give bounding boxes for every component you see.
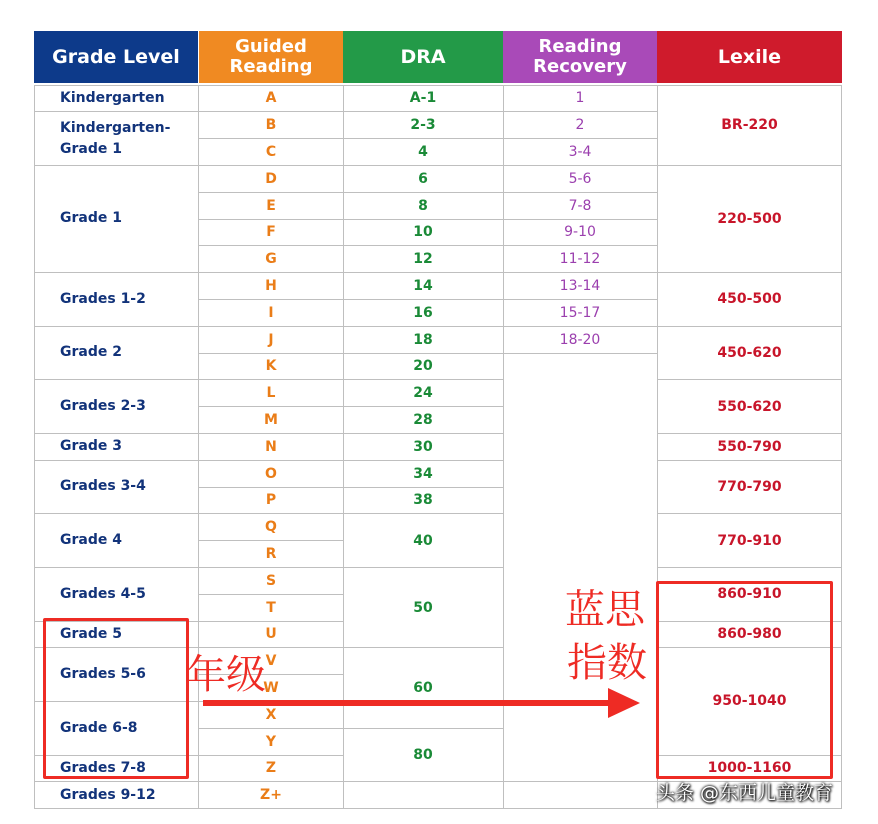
lexile-annotation-line2: 指数 — [567, 640, 647, 686]
dra-cell: 14 — [413, 277, 433, 294]
guided-reading-cell: L — [266, 385, 276, 402]
reading-recovery-cell: 18-20 — [559, 331, 601, 348]
dra-cell: 50 — [413, 599, 433, 616]
grade-level-cell: Grade 1 — [60, 210, 122, 227]
reading-recovery-cell: 2 — [575, 117, 585, 134]
lexile-cell: 550-790 — [717, 438, 782, 455]
dra-cell: 34 — [413, 465, 433, 482]
lexile-cell: 1000-1160 — [707, 760, 792, 777]
dra-cell: 2-3 — [410, 117, 436, 134]
guided-reading-cell: V — [265, 653, 277, 670]
guided-reading-cell: H — [265, 277, 277, 294]
reading-recovery-cell: 9-10 — [564, 224, 596, 241]
grade-level-cell: Grade 4 — [60, 532, 122, 549]
dra-cell: 20 — [413, 358, 433, 375]
guided-reading-cell: C — [265, 143, 277, 160]
grade-level-cell: Grades 7-8 — [60, 759, 146, 776]
reading-recovery-cell: 11-12 — [559, 251, 601, 268]
lexile-cell: 860-910 — [717, 586, 782, 603]
grade-level-cell: Grade 2 — [60, 344, 122, 361]
guided-reading-cell: P — [265, 492, 277, 509]
grade-level-cell: Grades 9-12 — [60, 786, 156, 803]
header-lexile: Lexile — [657, 31, 842, 83]
header-dra: DRA — [343, 31, 503, 83]
lexile-cell: BR-220 — [721, 117, 778, 134]
grade-level-cell: Grade 5 — [60, 625, 122, 642]
lexile-cell: 860-980 — [717, 626, 782, 643]
grade-annotation: 年级 — [186, 652, 266, 698]
dra-cell: 40 — [413, 532, 433, 549]
lexile-cell: 770-790 — [717, 478, 782, 495]
guided-reading-cell: A — [265, 90, 277, 107]
reading-recovery-cell: 5-6 — [568, 170, 592, 187]
grade-level-cell: Grade 3 — [60, 438, 122, 455]
grade-level-cell: Grades 2-3 — [60, 398, 146, 415]
dra-cell: 80 — [413, 746, 433, 763]
guided-reading-cell: Z+ — [260, 787, 282, 804]
guided-reading-cell: X — [265, 706, 277, 723]
grade-level-cell: Grades 4-5 — [60, 585, 146, 602]
reading-recovery-cell: 15-17 — [559, 304, 601, 321]
reading-recovery-cell: 3-4 — [568, 143, 592, 160]
guided-reading-cell: F — [266, 224, 276, 241]
dra-cell: 18 — [413, 331, 433, 348]
dra-cell: 8 — [418, 197, 428, 214]
dra-cell: 30 — [413, 438, 433, 455]
dra-cell: 6 — [418, 170, 428, 187]
lexile-cell: 450-620 — [717, 344, 782, 361]
guided-reading-cell: G — [265, 251, 277, 268]
grade-level-cell: Kindergarten — [60, 89, 165, 106]
grade-level-cell: Kindergarten- Grade 1 — [60, 119, 171, 157]
lexile-cell: 550-620 — [717, 398, 782, 415]
dra-cell: A-1 — [409, 90, 437, 107]
guided-reading-cell: M — [264, 411, 278, 428]
dra-cell: 10 — [413, 224, 433, 241]
header-grade-level: Grade Level — [34, 31, 198, 83]
dra-cell: 16 — [413, 304, 433, 321]
dra-cell: 28 — [413, 411, 433, 428]
lexile-cell: 770-910 — [717, 532, 782, 549]
dra-cell: 38 — [413, 492, 433, 509]
guided-reading-cell: U — [265, 626, 277, 643]
guided-reading-cell: Z — [265, 760, 277, 777]
lexile-cell: 450-500 — [717, 291, 782, 308]
guided-reading-cell: W — [263, 679, 279, 696]
guided-reading-cell: I — [268, 304, 274, 321]
reading-recovery-cell: 13-14 — [559, 277, 601, 294]
header-guided-reading: Guided Reading — [199, 31, 343, 83]
guided-reading-cell: K — [265, 358, 277, 375]
dra-cell: 4 — [418, 143, 428, 160]
guided-reading-cell: Y — [265, 733, 277, 750]
guided-reading-cell: J — [268, 331, 274, 348]
guided-reading-cell: Q — [265, 519, 277, 536]
header-reading-recovery: Reading Recovery — [503, 31, 657, 83]
grade-level-cell: Grades 1-2 — [60, 290, 146, 307]
guided-reading-cell: E — [266, 197, 276, 214]
guided-reading-cell: O — [265, 465, 277, 482]
guided-reading-cell: N — [265, 438, 277, 455]
lexile-cell: 220-500 — [717, 210, 782, 227]
dra-cell: 24 — [413, 385, 433, 402]
guided-reading-cell: D — [265, 170, 277, 187]
grade-level-cell: Grade 6-8 — [60, 719, 138, 736]
dra-cell: 60 — [413, 679, 433, 696]
lexile-annotation-line1: 蓝思 — [565, 587, 645, 633]
watermark: 头条 @东西儿童教育 — [656, 782, 834, 804]
grade-level-cell: Grades 5-6 — [60, 666, 146, 683]
lexile-cell: 950-1040 — [712, 693, 787, 710]
reading-recovery-cell: 7-8 — [568, 197, 592, 214]
guided-reading-cell: B — [265, 117, 277, 134]
grade-level-cell: Grades 3-4 — [60, 478, 146, 495]
dra-cell: 12 — [413, 251, 433, 268]
guided-reading-cell: T — [266, 599, 276, 616]
guided-reading-cell: S — [265, 572, 277, 589]
reading-recovery-cell: 1 — [575, 90, 585, 107]
guided-reading-cell: R — [265, 545, 277, 562]
